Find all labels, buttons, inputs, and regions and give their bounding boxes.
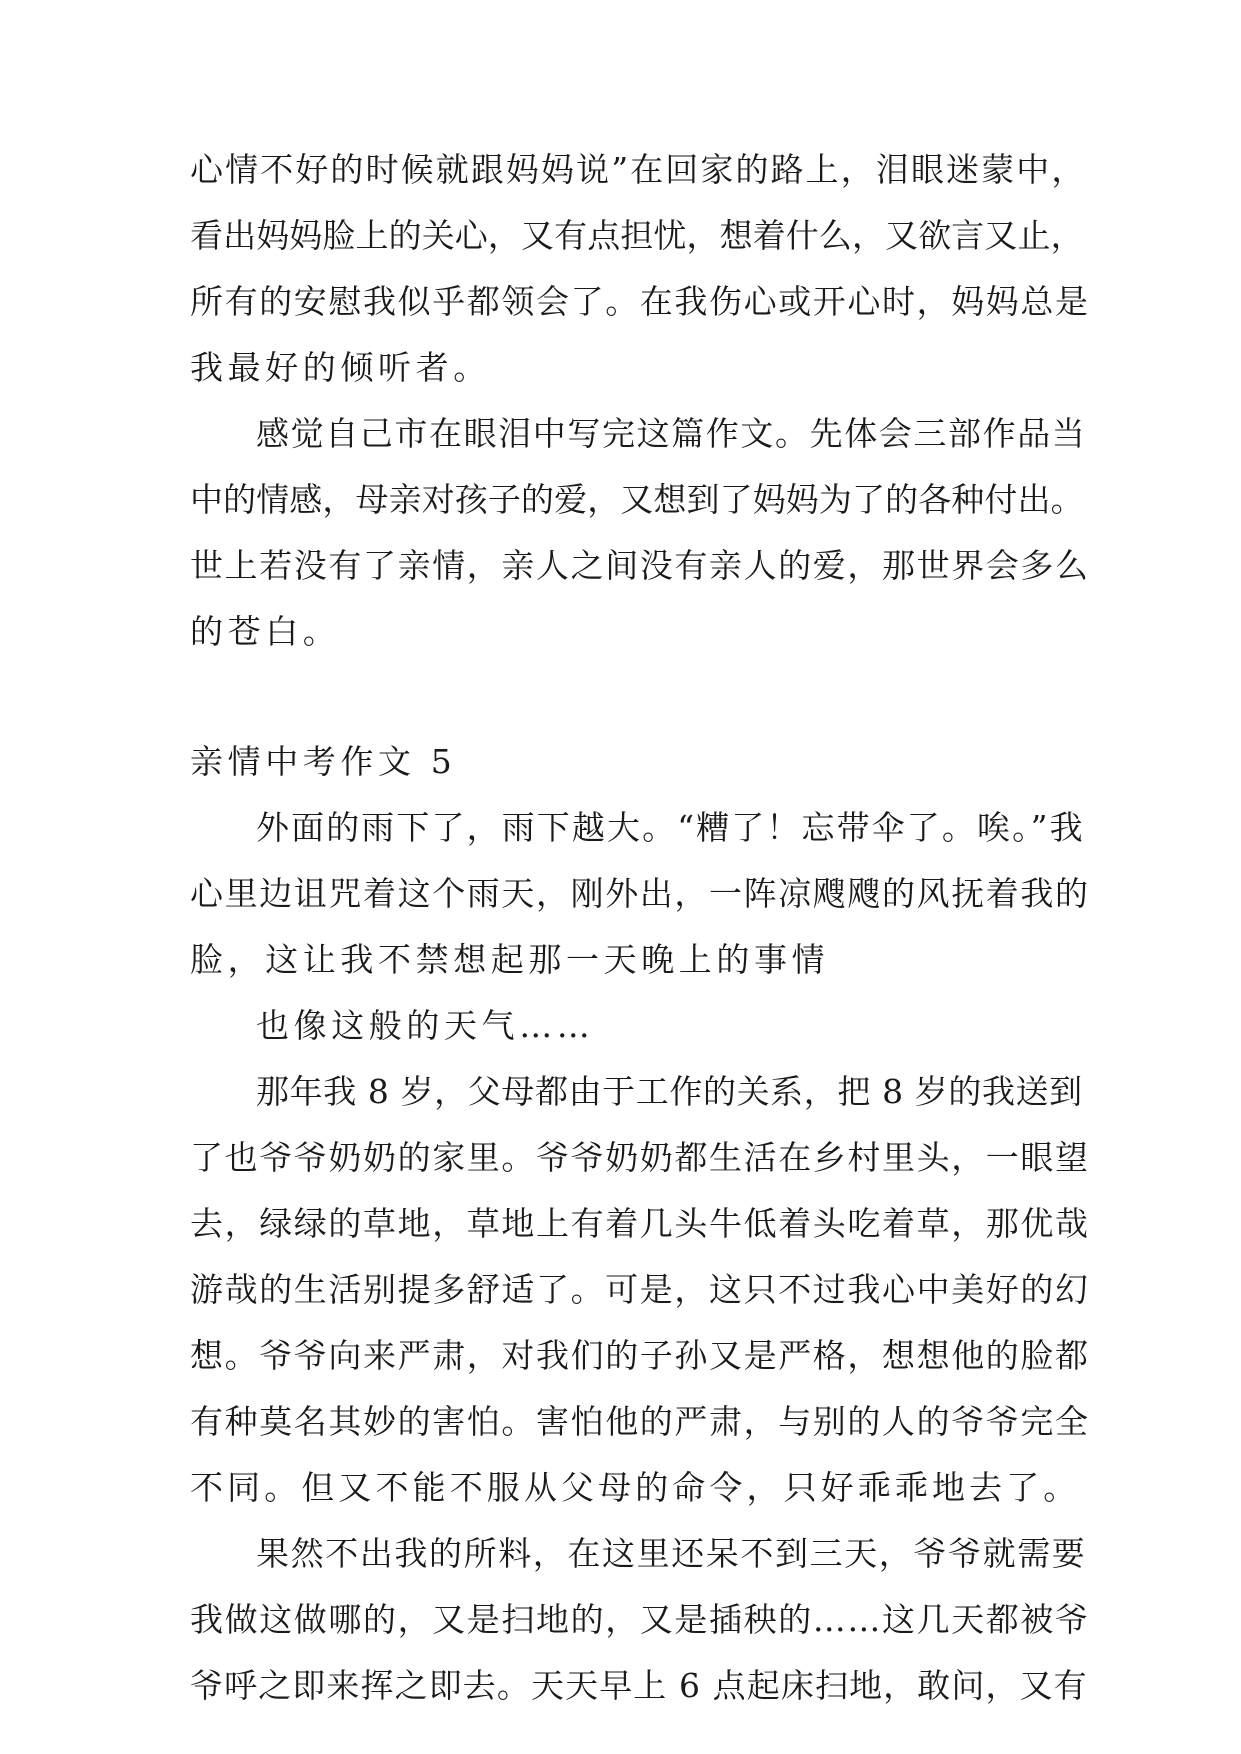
- section-heading: 亲情中考作文 5: [190, 742, 457, 781]
- paragraph-line: 中的情感，母亲对孩子的爱，又想到了妈妈为了的各种付出。: [190, 480, 1084, 519]
- paragraph-line: 了也爷爷奶奶的家里。爷爷奶奶都生活在乡村里头，一眼望: [190, 1138, 1090, 1177]
- paragraph-line: 果然不出我的所料，在这里还呆不到三天，爷爷就需要: [256, 1534, 1087, 1573]
- paragraph-line: 看出妈妈脸上的关心，又有点担忧，想着什么，又欲言又止，: [190, 216, 1084, 255]
- paragraph-line: 我做这做哪的，又是扫地的，又是插秧的……这几天都被爷: [190, 1600, 1090, 1639]
- paragraph-line: 世上若没有了亲情，亲人之间没有亲人的爱，那世界会多么: [190, 546, 1090, 585]
- paragraph-line: 也像这般的天气……: [256, 1006, 595, 1045]
- paragraph-line: 所有的安慰我似乎都领会了。在我伤心或开心时，妈妈总是: [190, 282, 1090, 321]
- paragraph-line: 的苍白。: [190, 612, 341, 651]
- paragraph-line: 心情不好的时候就跟妈妈说”在回家的路上，泪眼迷蒙中，: [190, 150, 1087, 189]
- paragraph-line: 感觉自己市在眼泪中写完这篇作文。先体会三部作品当: [256, 414, 1087, 453]
- paragraph-line: 游哉的生活别提多舒适了。可是，这只不过我心中美好的幻: [190, 1270, 1090, 1309]
- paragraph-line: 爷呼之即来挥之即去。天天早上 6 点起床扫地，敢问，又有: [190, 1666, 1088, 1705]
- paragraph-line: 不同。但又不能不服从父母的命令，只好乖乖地去了。: [190, 1468, 1081, 1507]
- paragraph-line: 那年我 8 岁，父母都由于工作的关系，把 8 岁的我送到: [256, 1072, 1083, 1111]
- paragraph-line: 想。爷爷向来严肃，对我们的子孙又是严格，想想他的脸都: [190, 1336, 1090, 1375]
- paragraph-line: 我最好的倾听者。: [190, 348, 491, 387]
- paragraph-line: 心里边诅咒着这个雨天，刚外出，一阵凉飕飕的风抚着我的: [190, 874, 1090, 913]
- paragraph-line: 去，绿绿的草地，草地上有着几头牛低着头吃着草，那优哉: [190, 1204, 1090, 1243]
- paragraph-line: 有种莫名其妙的害怕。害怕他的严肃，与别的人的爷爷完全: [190, 1402, 1090, 1441]
- paragraph-line: 脸，这让我不禁想起那一天晚上的事情: [190, 940, 830, 979]
- paragraph-line: 外面的雨下了，雨下越大。“糟了！忘带伞了。唉。”我: [256, 808, 1085, 847]
